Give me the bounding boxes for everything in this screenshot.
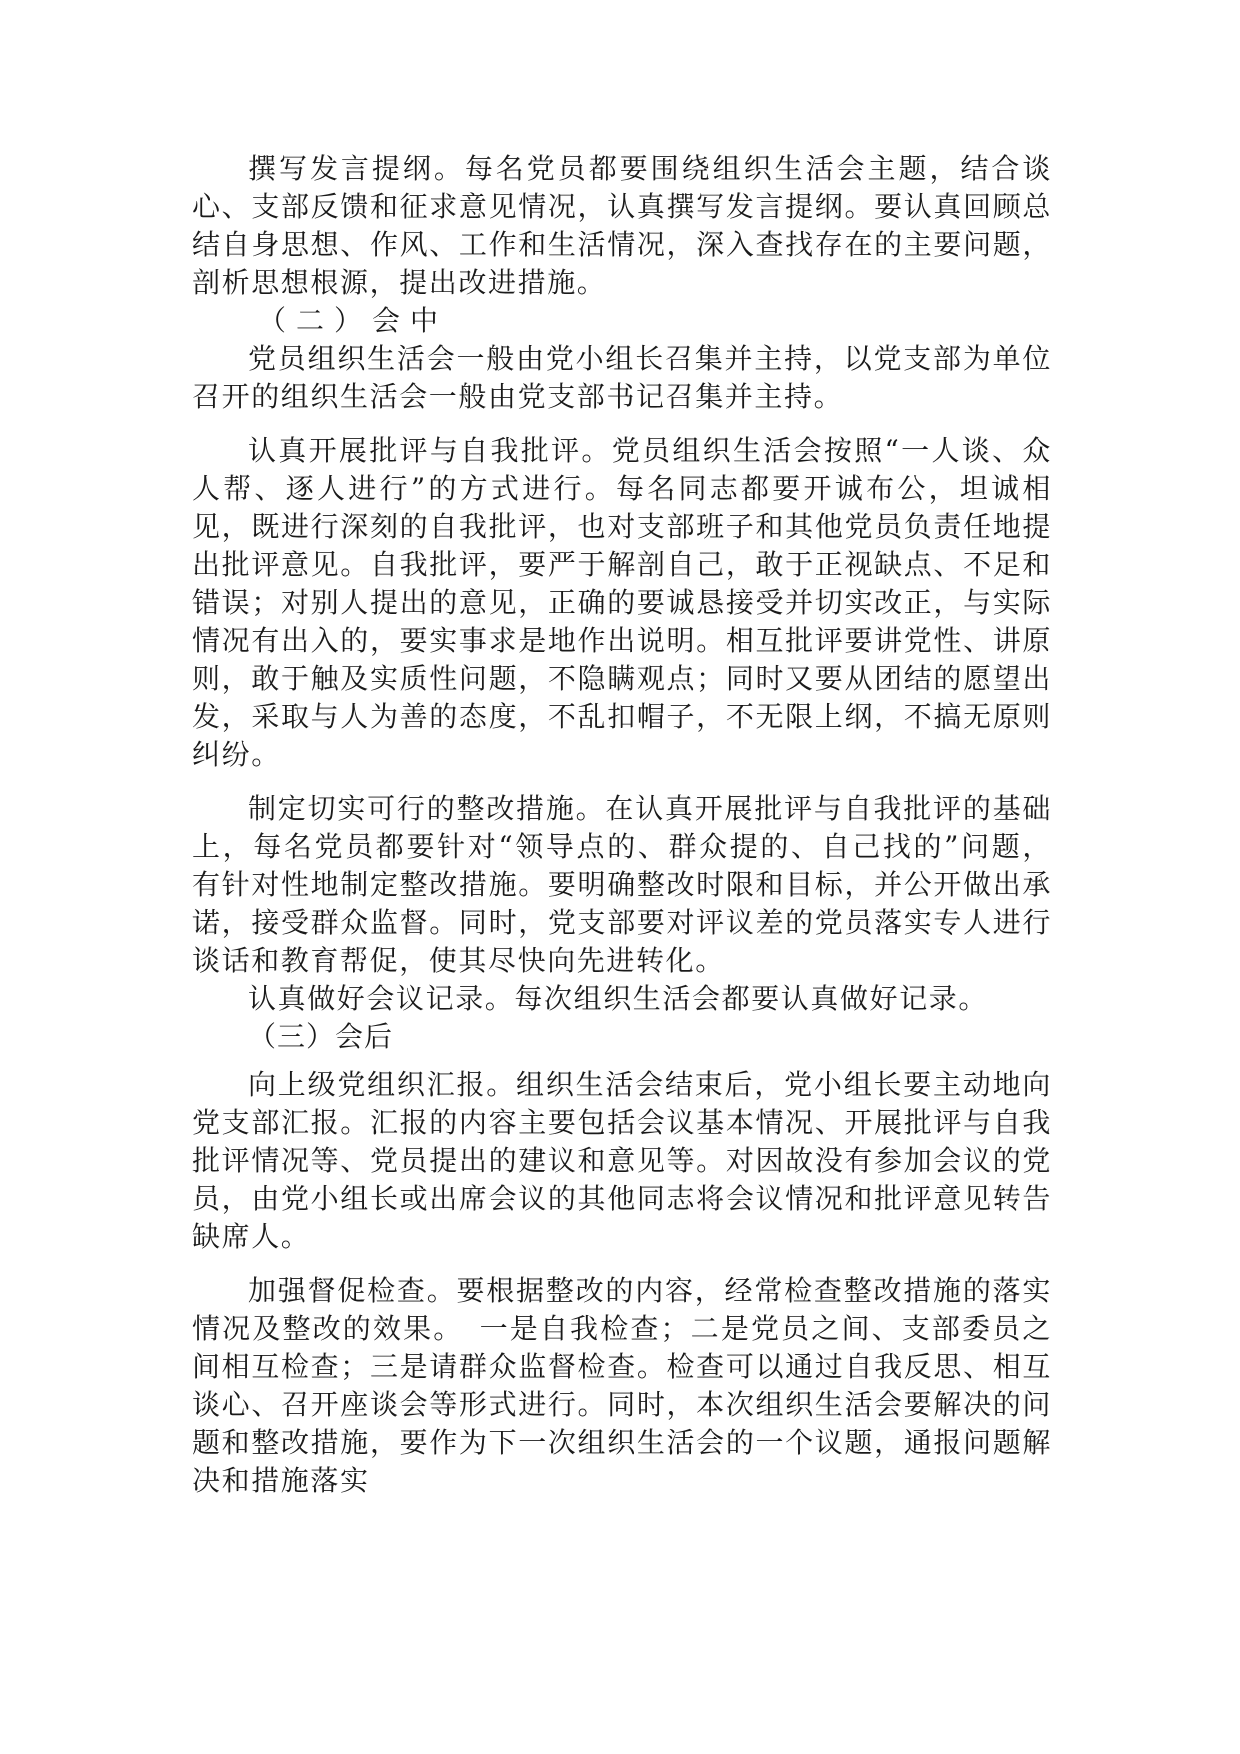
document-page <box>192 150 1052 1500</box>
paragraph-host: 党员组织生活会一般由党小组长召集并主持，以党支部为单位召开的组织生活会一般由党支部书记召集并主持。 <box>192 342 1052 413</box>
section-heading-during-meeting: （二）会中 <box>258 304 449 337</box>
paragraph-records: 认真做好会议记录。每次组织生活会都要认真做好记录。 <box>248 982 989 1015</box>
paragraph-report: 向上级党组织汇报。组织生活会结束后，党小组长要主动地向党支部汇报。汇报的内容主要包括会议基本情况、开展批评与自我批评情况等、党员提出的建议和意见等。对因故没有参加会议的党员，由党小组长或出席会议的其他同志将会议情况和批评意见转告缺席人。 <box>192 1068 1052 1253</box>
paragraph-outline: 撰写发言提纲。每名党员都要围绕组织生活会主题，结合谈心、支部反馈和征求意见情况，认真撰写发言提纲。要认真回顾总结自身思想、作风、工作和生活情况，深入查找存在的主要问题，剖析思想根源，提出改进措施。 <box>192 152 1052 299</box>
paragraph-rectification: 制定切实可行的整改措施。在认真开展批评与自我批评的基础上，每名党员都要针对“领导点的、群众提的、自己找的”问题，有针对性地制定整改措施。要明确整改时限和目标，并公开做出承诺，接受群众监督。同时，党支部要对评议差的党员落实专人进行谈话和教育帮促，使其尽快向先进转化。 <box>192 792 1052 977</box>
paragraph-supervision: 加强督促检查。要根据整改的内容，经常检查整改措施的落实情况及整改的效果。 一是自我检查；二是党员之间、支部委员之间相互检查；三是请群众监督检查。检查可以通过自我反思、相互谈心、召开座谈会等形式进行。同时，本次组织生活会要解决的问题和整改措施，要作为下一次组织生活会的一个议题，通报问题解决和措施落实 <box>192 1274 1052 1497</box>
section-heading-after-meeting: （三）会后 <box>248 1020 394 1053</box>
paragraph-criticism: 认真开展批评与自我批评。党员组织生活会按照“一人谈、众人帮、逐人进行”的方式进行。每名同志都要开诚布公，坦诚相见，既进行深刻的自我批评，也对支部班子和其他党员负责任地提出批评意见。自我批评，要严于解剖自己，敢于正视缺点、不足和错误；对别人提出的意见，正确的要诚恳接受并切实改正，与实际情况有出入的，要实事求是地作出说明。相互批评要讲党性、讲原则，敢于触及实质性问题，不隐瞒观点；同时又要从团结的愿望出发，采取与人为善的态度，不乱扣帽子，不无限上纲，不搞无原则纠纷。 <box>192 434 1052 771</box>
